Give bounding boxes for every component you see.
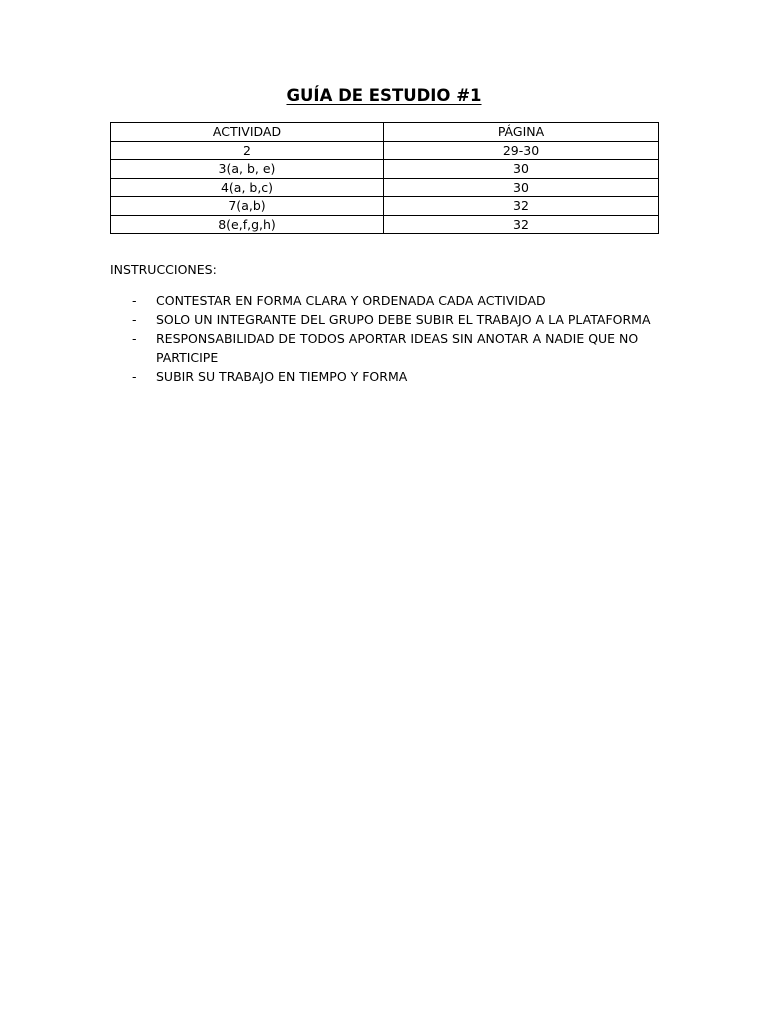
page-cell: 32 [384, 197, 659, 216]
instruction-text: CONTESTAR EN FORMA CLARA Y ORDENADA CADA ACTIVIDAD [156, 293, 546, 308]
activities-table [110, 122, 659, 234]
table-row [111, 197, 659, 216]
list-item [110, 310, 670, 329]
page-cell: 32 [384, 215, 659, 234]
instruction-text: SOLO UN INTEGRANTE DEL GRUPO DEBE SUBIR EL TRABAJO A LA PLATAFORMA [156, 312, 651, 327]
instructions-heading: INSTRUCCIONES: [110, 262, 217, 277]
table-row [111, 178, 659, 197]
table-header-row [111, 123, 659, 142]
table-row [111, 141, 659, 160]
page-cell: 30 [384, 178, 659, 197]
activity-cell: 3(a, b, e) [111, 160, 384, 179]
column-header-actividad: ACTIVIDAD [111, 123, 384, 142]
activity-cell: 4(a, b,c) [111, 178, 384, 197]
instruction-text: RESPONSABILIDAD DE TODOS APORTAR IDEAS SIN ANOTAR A NADIE QUE NO PARTICIPE [156, 331, 639, 365]
instruction-text: SUBIR SU TRABAJO EN TIEMPO Y FORMA [156, 369, 408, 384]
bullet-dash: - [132, 369, 137, 384]
list-item [110, 291, 670, 310]
instructions-list [110, 291, 670, 386]
page-cell: 30 [384, 160, 659, 179]
list-item [110, 329, 670, 367]
activity-cell: 7(a,b) [111, 197, 384, 216]
table-row [111, 215, 659, 234]
list-item [110, 367, 670, 386]
column-header-pagina: PÁGINA [384, 123, 659, 142]
bullet-dash: - [132, 312, 137, 327]
table-row [111, 160, 659, 179]
document-title: GUÍA DE ESTUDIO #1 [286, 86, 482, 105]
activity-cell: 2 [111, 141, 384, 160]
page-cell: 29-30 [384, 141, 659, 160]
activity-cell: 8(e,f,g,h) [111, 215, 384, 234]
bullet-dash: - [132, 293, 137, 308]
bullet-dash: - [132, 331, 137, 346]
